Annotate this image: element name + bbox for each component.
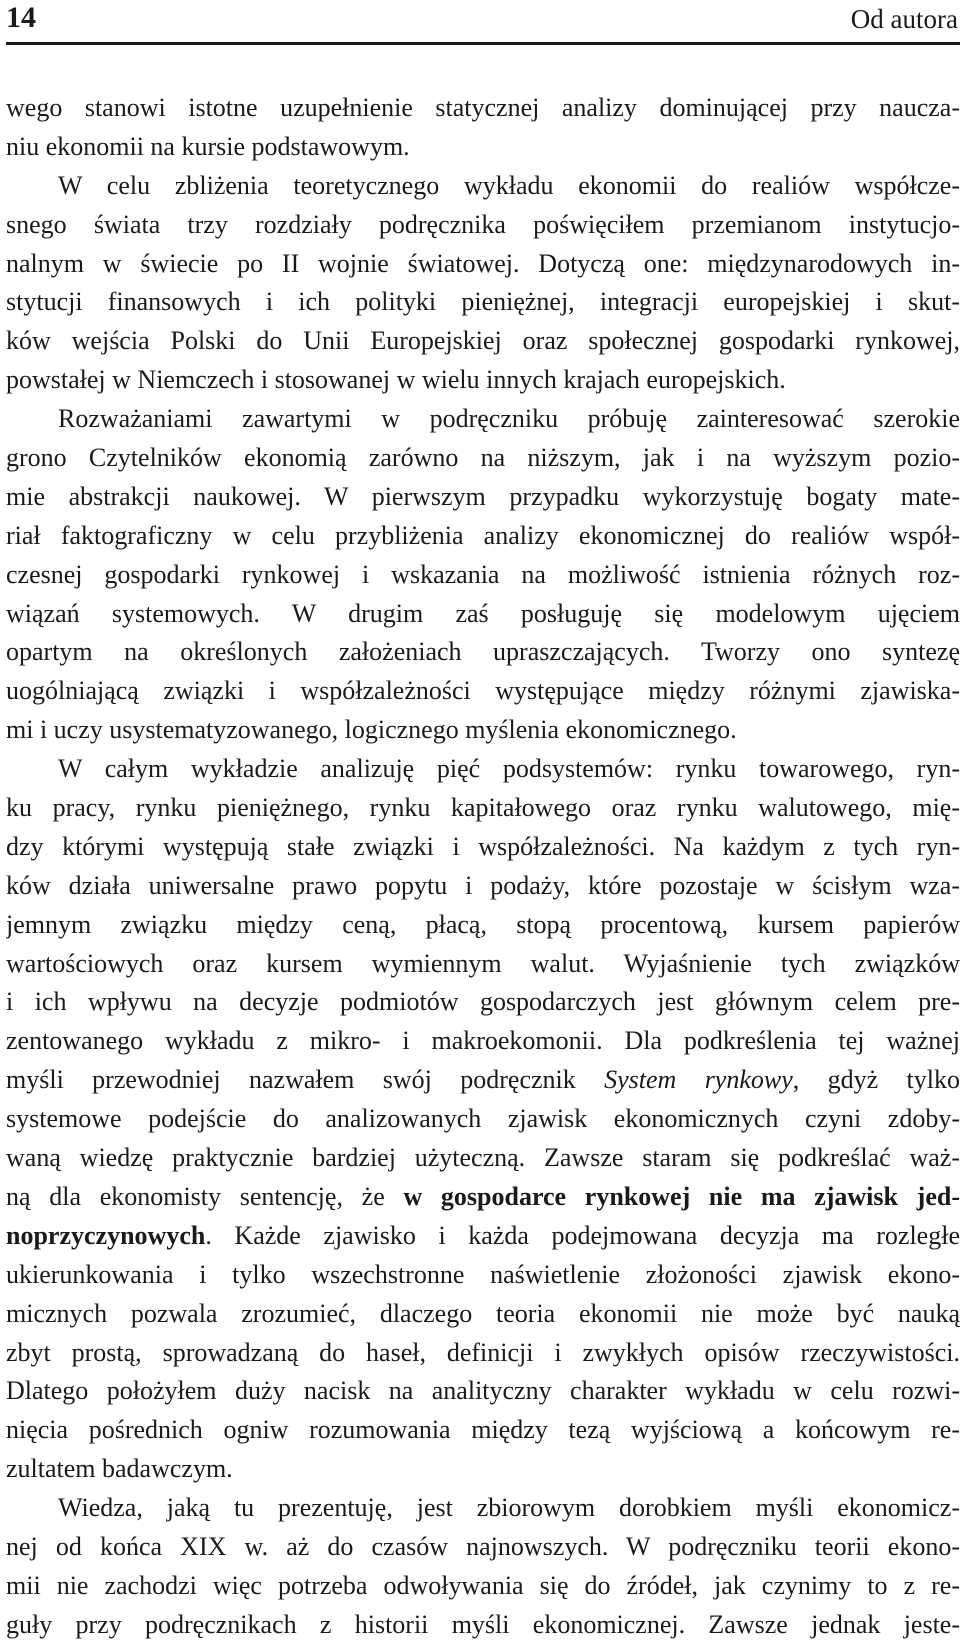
text-line: ków działa uniwersalne prawo popytu i podaży, które pozostaje w ścisłym wza- [6, 870, 960, 900]
text-line: snego świata trzy rozdziały podręcznika poświęciłem przemianom instytucjo- [6, 209, 960, 239]
text-line: zultatem badawczym. [6, 1454, 233, 1484]
text-line: guły przy podręcznikach z historii myśli ekonomicznej. Zawsze jednak jeste- [6, 1609, 960, 1639]
text-line: i ich wpływu na decyzje podmiotów gospodarczych jest głównym celem pre- [6, 987, 960, 1017]
text-line-with-bold [6, 1217, 960, 1256]
text-line: mi i uczy usystematyzowanego, logicznego myślenia ekonomicznego. [6, 715, 737, 745]
text-line: wiązań systemowych. W drugim zaś posługuję się modelowym ujęciem [6, 598, 960, 628]
text-line: nięcia pośrednich ogniw rozumowania między tezą wyjściową a końcowym re- [6, 1415, 960, 1445]
section-title: Od autora [850, 4, 958, 34]
text-line: czesnej gospodarki rynkowej i wskazania na możliwość istnienia różnych roz- [6, 559, 960, 589]
text-line: Wiedza, jaką tu prezentuję, jest zbiorowym dorobkiem myśli ekonomicz- [58, 1493, 960, 1523]
text-line: waną wiedzę praktycznie bardziej użyteczną. Zawsze staram się podkreślać waż- [6, 1143, 960, 1173]
text-line: wartościowych oraz kursem wymiennym walut. Wyjaśnienie tych związków [6, 948, 960, 978]
text-line: opartym na określonych założeniach upraszczających. Tworzy ono syntezę [6, 637, 960, 667]
book-title-italic: System rynkowy [604, 1065, 793, 1095]
text-line: riał faktograficzny w celu przybliżenia analizy ekonomicznej do realiów współ- [6, 520, 960, 550]
body-text [6, 89, 960, 1645]
text-line: jemnym związku między ceną, płacą, stopą procentową, kursem papierów [6, 909, 960, 939]
text-line: W celu zbliżenia teoretycznego wykładu ekonomii do realiów współcze- [58, 170, 960, 200]
text-line: W całym wykładzie analizuję pięć podsystemów: rynku towarowego, ryn- [58, 754, 960, 784]
text-line: ków wejścia Polski do Unii Europejskiej oraz społecznej gospodarki rynkowej, [6, 326, 960, 356]
text-line: zentowanego wykładu z mikro- i makroekomonii. Dla podkreślenia tej ważnej [6, 1026, 960, 1056]
line-text: , gdyż tylko [792, 1065, 960, 1095]
emphasized-sentence: w gospodarce rynkowej nie ma zjawisk jed- [403, 1181, 960, 1211]
text-line: Dlatego położyłem duży nacisk na analityczny charakter wykładu w celu rozwi- [6, 1376, 960, 1406]
text-line: dzy którymi występują stałe związki i współzależności. Na każdym z tych ryn- [6, 831, 960, 861]
text-line: grono Czytelników ekonomią zarówno na niższym, jak i na wyższym pozio- [6, 443, 960, 473]
text-line: systemowe podejście do analizowanych zjawisk ekonomicznych czyni zdoby- [6, 1104, 960, 1134]
text-line: micznych pozwala zrozumieć, dlaczego teoria ekonomii nie może być nauką [6, 1298, 960, 1328]
text-line: nej od końca XIX w. aż do czasów najnowszych. W podręczniku teorii ekono- [6, 1531, 960, 1561]
text-line: nalnym w świecie po II wojnie światowej. Dotyczą one: międzynarodowych in- [6, 248, 960, 278]
text-line: ukierunkowania i tylko wszechstronne naświetlenie złożoności zjawisk ekono- [6, 1259, 960, 1289]
running-head [6, 0, 960, 45]
text-line-with-italic [6, 1061, 960, 1100]
text-line: Rozważaniami zawartymi w podręczniku próbuję zainteresować szerokie [58, 404, 960, 434]
text-line: powstałej w Niemczech i stosowanej w wielu innych krajach europejskich. [6, 365, 786, 395]
text-line-with-bold [6, 1178, 960, 1217]
text-line: wego stanowi istotne uzupełnienie statycznej analizy dominującej przy naucza- [6, 93, 960, 122]
line-text: . Każde zjawisko i każda podejmowana decyzja ma rozległe [205, 1220, 960, 1250]
line-text: ną dla ekonomisty sentencję, że [6, 1181, 404, 1211]
text-line: niu ekonomii na kursie podstawowym. [6, 131, 410, 161]
emphasized-sentence: noprzyczynowych [6, 1220, 206, 1250]
text-line: mii nie zachodzi więc potrzeba odwoływania się do źródeł, jak czynimy to z re- [6, 1570, 960, 1600]
page-number: 14 [6, 1, 36, 34]
text-line: uogólniającą związki i współzależności występujące między różnymi zjawiska- [6, 676, 960, 706]
text-line: ku pracy, rynku pieniężnego, rynku kapitałowego oraz rynku walutowego, mię- [6, 793, 960, 823]
text-line: zbyt prostą, sprowadzaną do haseł, definicji i zwykłych opisów rzeczywistości. [6, 1337, 960, 1367]
text-line: mie abstrakcji naukowej. W pierwszym przypadku wykorzystuję bogaty mate- [6, 481, 960, 511]
line-text: myśli przewodniej nazwałem swój podręcznik [6, 1065, 605, 1095]
text-line: stytucji finansowych i ich polityki pieniężnej, integracji europejskiej i skut- [6, 287, 960, 317]
